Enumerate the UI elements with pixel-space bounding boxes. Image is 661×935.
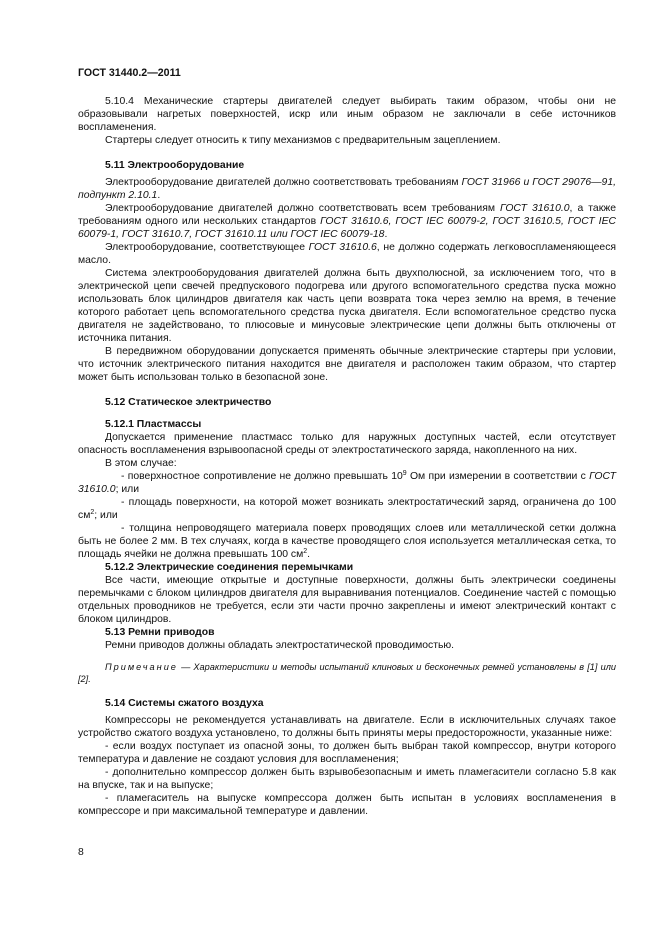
list-item-explosion-proof: - дополнительно компрессор должен быть взрывобезопасным и иметь пламегасители согласно 5.8 как на впуске, так и на выпуске; xyxy=(78,767,616,791)
list-item-thickness: - толщина непроводящего материала поверх проводящих слоев или металлической сетки должна быть не более 2 мм. В тех случаях, когда в качестве проводящего слоя используется металлическая сетка, то площадь ячейки не должна превышать 100 $см^2$. xyxy=(78,523,616,560)
list-item-hazard-zone-air: - если воздух поступает из опасной зоны, то должен быть выбран такой компрессор, внутри которого температура и давление не создают условия для воспламенения; xyxy=(78,741,616,765)
paragraph-mobile-starters: В передвижном оборудовании допускается применять обычные электрические стартеры при условии, что источник электрического питания находится вне двигателя и расположен таким образом, что стартер может быть использован только в безопасной зоне. xyxy=(78,346,616,383)
list-item-surface-resistance: - поверхностное сопротивление не должно превышать $10^9$ Ом при измерении в соответствии с ГОСТ 31610.0; или xyxy=(78,470,616,495)
document-header: ГОСТ 31440.2—2011 xyxy=(78,67,181,79)
section-heading-5-12: 5.12 Статическое электричество xyxy=(105,397,272,408)
paragraph-bonding: Все части, имеющие открытые и доступные поверхности, должны быть электрически соединены перемычками с блоком цилиндров двигателя для выравнивания потенциалов. Соединение частей с помощью отдельных проводников не требуется, если эти части прочно закреплены и имеют электрический контакт с блоком цилиндров. xyxy=(78,575,616,625)
section-heading-5-14: 5.14 Системы сжатого воздуха xyxy=(105,698,264,709)
list-item-flame-arrester: - пламегаситель на выпуске компрессора должен быть испытан в условиях воспламенения в компрессоре и при максимальной температуре и давлении. xyxy=(78,793,616,817)
section-heading-5-13: 5.13 Ремни приводов xyxy=(105,627,215,638)
paragraph-two-pole-system: Система электрооборудования двигателей должна быть двухполюсной, за исключением того, что в электрической цепи свечей предпускового подогрева или другого вспомогательного средства пуска можно использовать блок цилиндров двигателя как часть цепи возврата тока через землю на время, в течение которого работает цепь вспомогательного средства пуска двигателя. Если вспомогательное средство пуска двигателя не задействовано, то плюсовые и минусовые электрические цепи должны быть отключены от источника питания. xyxy=(78,268,616,344)
paragraph-electrical-req-1: Электрооборудование двигателей должно соответствовать требованиям ГОСТ 31966 и ГОСТ 29076—91, подпункт 2.10.1. xyxy=(78,177,616,201)
section-heading-5-11: 5.11 Электрооборудование xyxy=(105,160,245,171)
note-belts: Примечание — Характеристики и методы испытаний клиновых и бесконечных ремней установлены в [1] или [2]. xyxy=(78,662,616,684)
paragraph-starters-type: Стартеры следует относить к типу механизмов с предварительным зацеплением. xyxy=(105,135,501,146)
paragraph-in-this-case: В этом случае: xyxy=(105,458,177,469)
paragraph-electrical-req-2: Электрооборудование двигателей должно соответствовать всем требованиям ГОСТ 31610.0, а также требованиям одного или нескольких стандартов ГОСТ 31610.6, ГОСТ IEC 60079-2, ГОСТ 31610.5, ГОСТ IEC 60079-1, ГОСТ 31610.7, ГОСТ 31610.11 или ГОСТ IEC 60079-18. xyxy=(78,203,616,240)
subsection-heading-5-12-1: 5.12.1 Пластмассы xyxy=(105,419,202,430)
paragraph-plastics: Допускается применение пластмасс только для наружных доступных частей, если отсутствует опасность воспламенения взрывоопасной среды от электростатического заряда, накопленного на них. xyxy=(78,432,616,456)
page-number: 8 xyxy=(78,847,84,858)
paragraph-electrical-oil: Электрооборудование, соответствующее ГОСТ 31610.6, не должно содержать легковоспламеняющееся масло. xyxy=(78,242,617,266)
list-item-surface-area: - площадь поверхности, на которой может возникать электростатический заряд, ограничена до 100 $см^2$; или xyxy=(78,497,616,521)
paragraph-5-10-4: 5.10.4 Механические стартеры двигателей следует выбирать таким образом, чтобы они не образовывали нагретых поверхностей, искр или иным образом не заключали в себе источников воспламенения. xyxy=(78,96,616,133)
paragraph-drive-belts: Ремни приводов должны обладать электростатической проводимостью. xyxy=(105,640,455,651)
page-body xyxy=(78,95,616,818)
subsection-heading-5-12-2: 5.12.2 Электрические соединения перемычками xyxy=(105,562,354,573)
paragraph-compressors: Компрессоры не рекомендуется устанавливать на двигателе. Если в исключительных случаях такое устройство сжатого воздуха установлено, то должны быть приняты меры предосторожности, указанные ниже: xyxy=(78,715,616,739)
